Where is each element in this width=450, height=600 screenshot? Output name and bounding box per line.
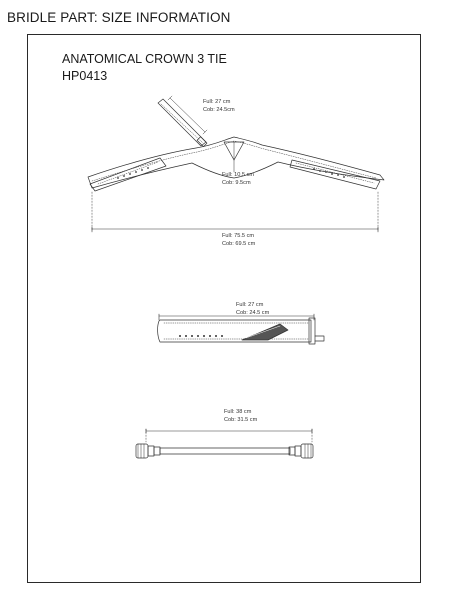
connector-cob-label: Cob: 31.5 cm [224,417,258,423]
crown-center-full-label: Full: 10.5 cm [222,172,255,178]
strap-full-label: Full: 27 cm [236,302,264,308]
crown-piece-drawing [88,96,384,232]
crown-strap-full-label: Full: 27 cm [203,99,231,105]
connector-full-label: Full: 38 cm [224,409,252,415]
strap-cob-label: Cob: 24.5 cm [236,310,270,316]
crown-total-full-label: Full: 75.5 cm [222,233,255,239]
crown-strap-cob-label: Cob: 24.5cm [203,107,235,113]
strap-piece-drawing [158,314,324,344]
page-header: BRIDLE PART: SIZE INFORMATION [7,10,231,25]
product-code: HP0413 [62,69,108,83]
connector-piece-drawing [136,429,313,458]
product-title: ANATOMICAL CROWN 3 TIE [62,52,227,66]
crown-center-cob-label: Cob: 9.5cm [222,180,251,186]
crown-total-cob-label: Cob: 69.5 cm [222,241,256,247]
